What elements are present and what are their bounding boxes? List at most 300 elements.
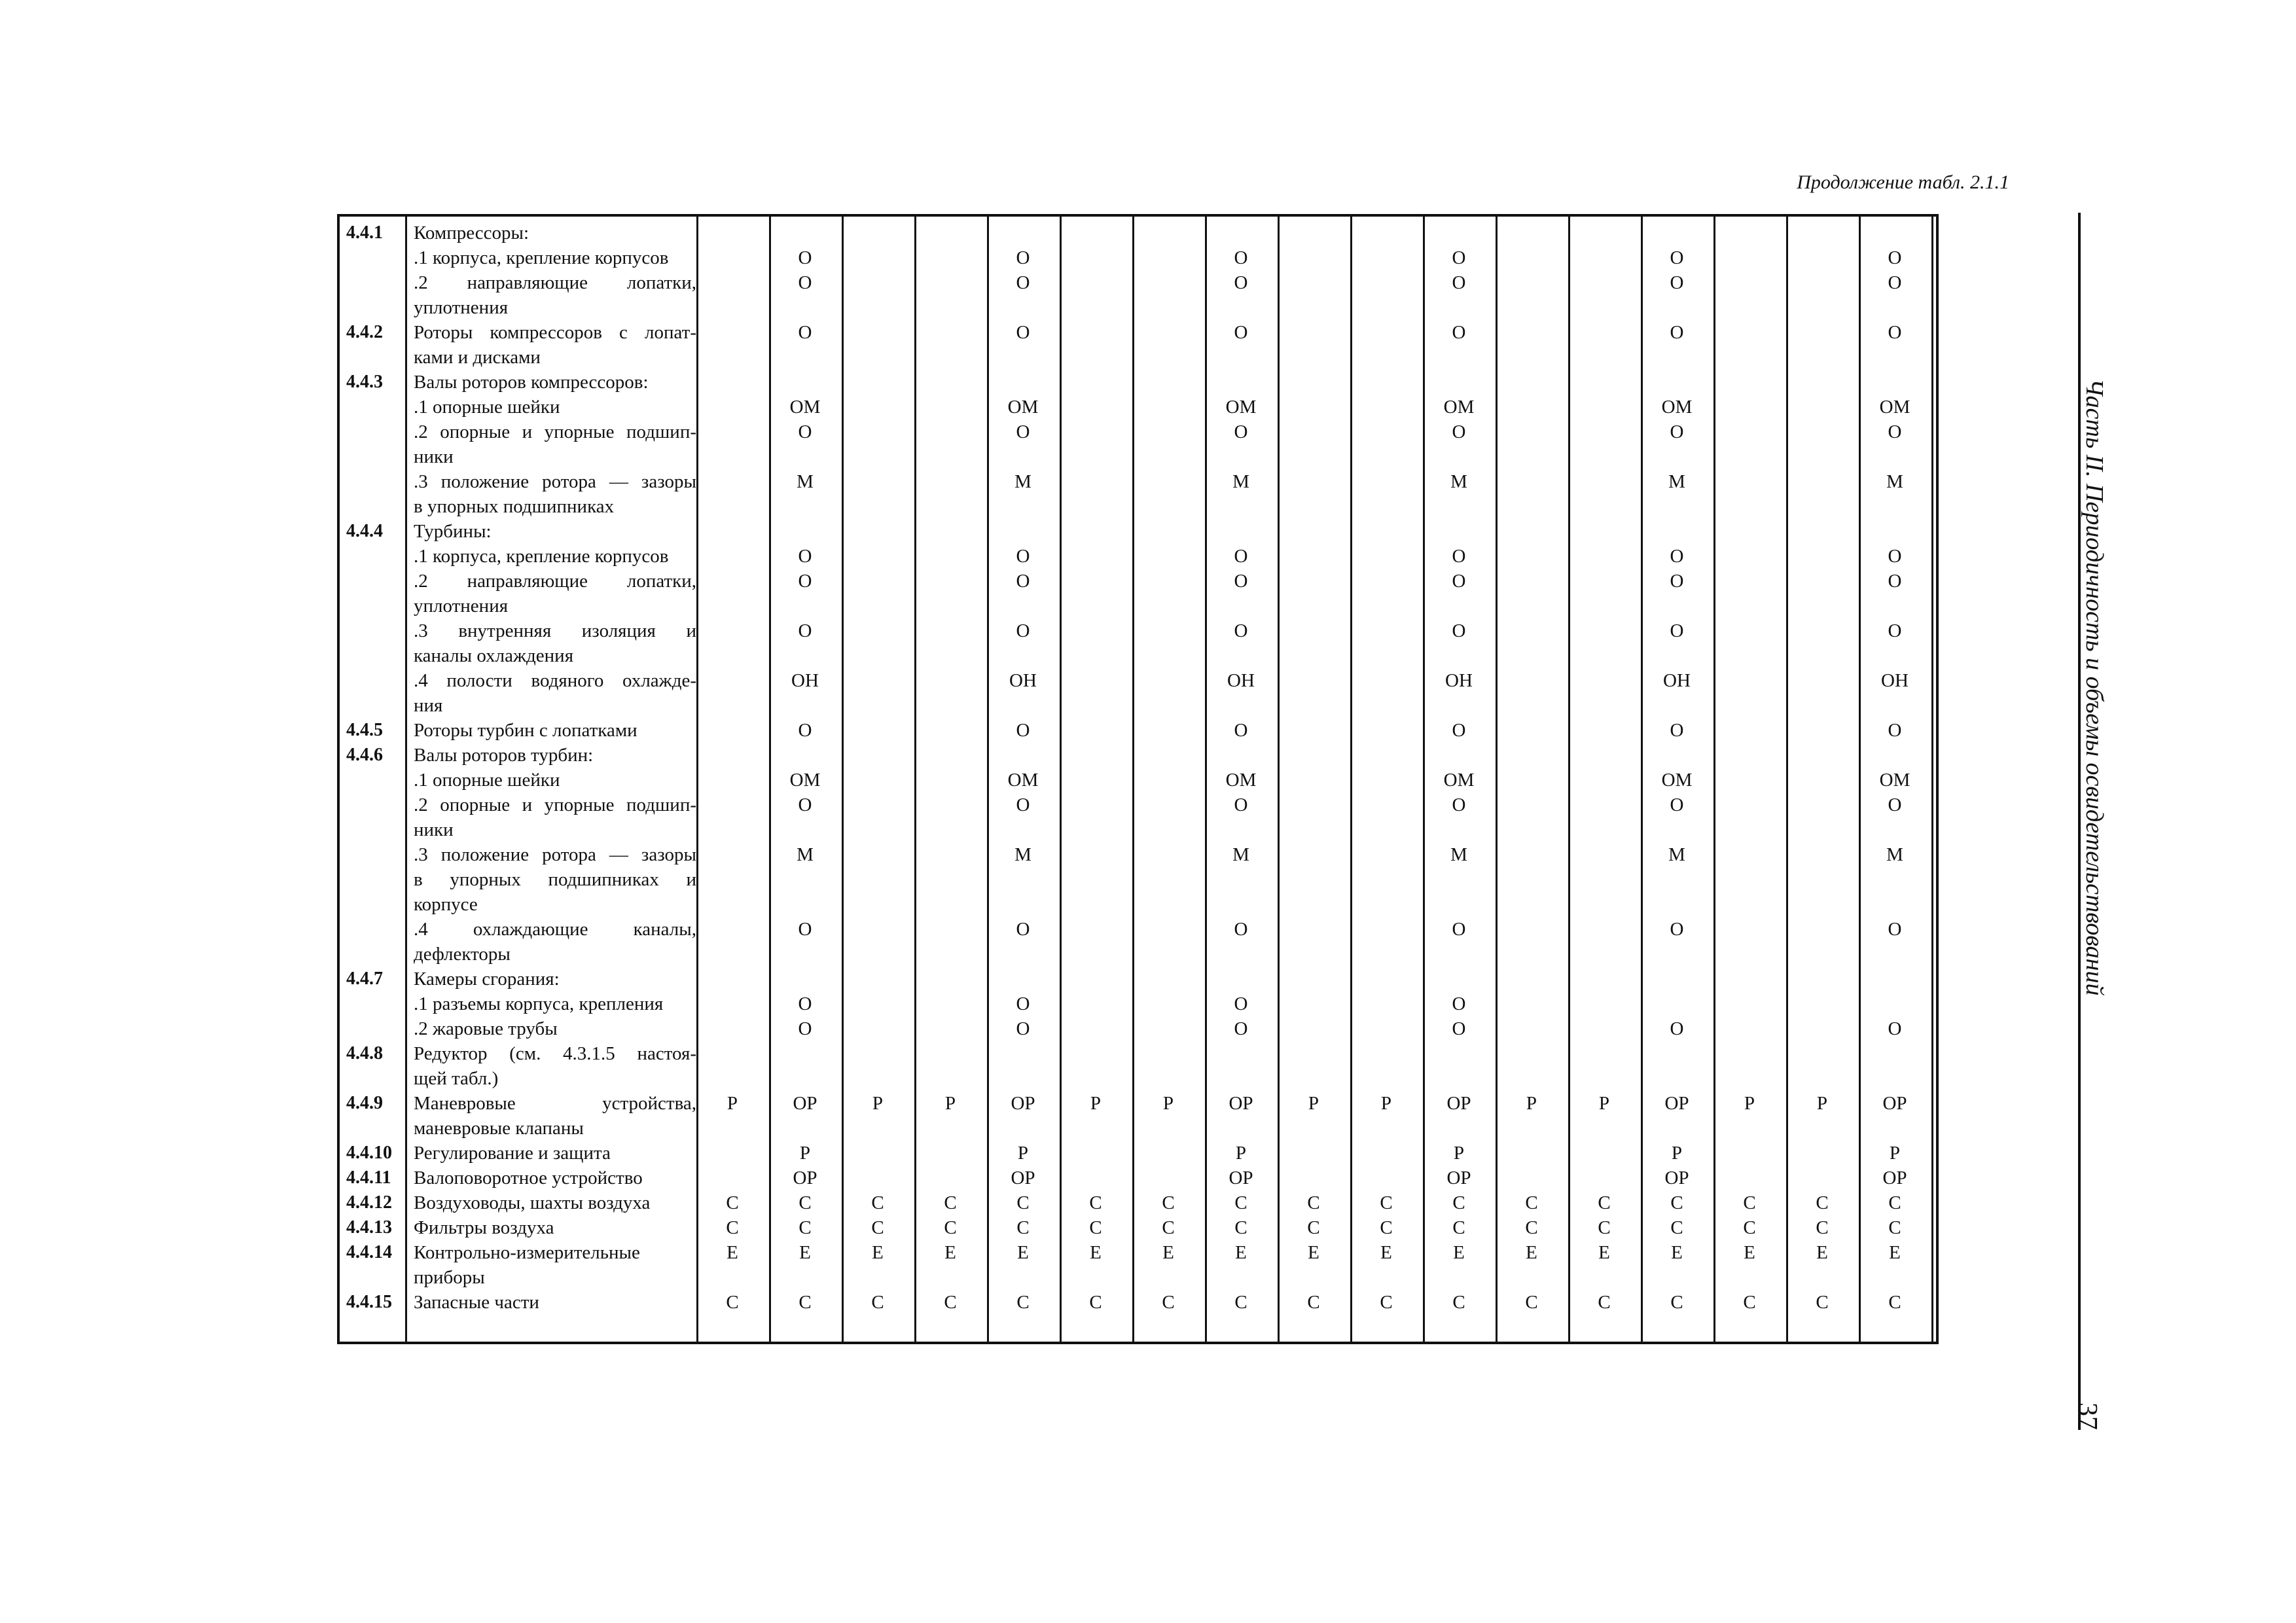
survey-code-cell: ОР bbox=[1446, 1093, 1471, 1114]
survey-code-cell: Е bbox=[1017, 1242, 1029, 1263]
item-number: 4.4.3 bbox=[346, 372, 383, 392]
item-number: 4.4.10 bbox=[346, 1143, 392, 1163]
survey-code-cell: ОР bbox=[1882, 1168, 1907, 1188]
table-row bbox=[340, 569, 1936, 618]
item-description bbox=[414, 743, 696, 768]
survey-code-cell: С bbox=[1670, 1217, 1683, 1238]
item-description bbox=[414, 519, 696, 544]
item-description bbox=[414, 245, 696, 270]
page-number: 37 bbox=[2072, 1402, 2102, 1430]
table-row bbox=[340, 1190, 1936, 1215]
survey-code-cell: Е bbox=[1235, 1242, 1247, 1263]
table-row bbox=[340, 1240, 1936, 1290]
survey-code-cell: О bbox=[1452, 993, 1466, 1014]
survey-code-cell: ОМ bbox=[1661, 397, 1693, 418]
survey-code-cell: О bbox=[798, 993, 812, 1014]
survey-code-cell: О bbox=[1888, 720, 1902, 741]
item-number: 4.4.9 bbox=[346, 1093, 383, 1113]
survey-table bbox=[337, 214, 1939, 1344]
item-description bbox=[414, 1016, 696, 1041]
survey-code-cell: О bbox=[1670, 272, 1684, 293]
table-row bbox=[340, 544, 1936, 569]
survey-code-cell: С bbox=[1525, 1292, 1538, 1313]
survey-code-cell: М bbox=[1668, 844, 1685, 865]
item-description bbox=[414, 991, 696, 1016]
item-number: 4.4.5 bbox=[346, 720, 383, 740]
survey-code-cell: О bbox=[1452, 919, 1466, 940]
survey-code-cell: Е bbox=[1380, 1242, 1392, 1263]
item-number: 4.4.4 bbox=[346, 521, 383, 541]
survey-code-cell: Р bbox=[1816, 1093, 1828, 1114]
survey-code-cell: О bbox=[1016, 322, 1030, 343]
survey-code-cell: О bbox=[1888, 794, 1902, 815]
survey-code-cell: О bbox=[1016, 1018, 1030, 1039]
survey-code-cell: С bbox=[798, 1292, 812, 1313]
description-line: Валы роторов турбин: bbox=[414, 745, 594, 766]
survey-code-cell: М bbox=[1014, 844, 1031, 865]
survey-code-cell: О bbox=[798, 720, 812, 741]
survey-code-cell: О bbox=[1670, 1018, 1684, 1039]
survey-code-cell: О bbox=[1234, 546, 1248, 567]
description-line: .2 опорные и упорные подшип- bbox=[414, 794, 696, 815]
survey-code-cell: С bbox=[944, 1292, 957, 1313]
survey-code-cell: ОМ bbox=[1443, 397, 1475, 418]
survey-code-cell: ОР bbox=[1229, 1168, 1253, 1188]
survey-code-cell: Е bbox=[1889, 1242, 1901, 1263]
survey-code-cell: Р bbox=[1380, 1093, 1392, 1114]
survey-code-cell: М bbox=[797, 471, 814, 492]
item-description bbox=[414, 1290, 696, 1315]
survey-code-cell: Е bbox=[1308, 1242, 1319, 1263]
item-description bbox=[414, 967, 696, 991]
survey-code-cell: О bbox=[1670, 794, 1684, 815]
survey-code-cell: О bbox=[798, 322, 812, 343]
table-row bbox=[340, 618, 1936, 668]
survey-code-cell: О bbox=[1234, 571, 1248, 592]
description-line: Роторы турбин с лопатками bbox=[414, 720, 637, 741]
survey-code-cell: О bbox=[1452, 794, 1466, 815]
survey-code-cell: О bbox=[1452, 546, 1466, 567]
survey-code-cell: ОМ bbox=[1007, 770, 1039, 791]
survey-code-cell: С bbox=[1089, 1192, 1102, 1213]
table-row bbox=[340, 519, 1936, 544]
survey-code-cell: Р bbox=[872, 1093, 884, 1114]
survey-code-cell: О bbox=[1670, 620, 1684, 641]
survey-code-cell: С bbox=[1816, 1217, 1829, 1238]
survey-code-cell: О bbox=[1670, 546, 1684, 567]
description-line: Запасные части bbox=[414, 1292, 539, 1313]
survey-code-cell: О bbox=[798, 272, 812, 293]
survey-code-cell: О bbox=[798, 421, 812, 442]
survey-code-cell: О bbox=[1452, 720, 1466, 741]
survey-code-cell: О bbox=[1670, 247, 1684, 268]
survey-code-cell: О bbox=[1452, 421, 1466, 442]
item-number: 4.4.15 bbox=[346, 1292, 392, 1312]
item-number: 4.4.13 bbox=[346, 1217, 392, 1238]
table-row bbox=[340, 718, 1936, 743]
survey-code-cell: ОН bbox=[1663, 670, 1691, 691]
item-description bbox=[414, 544, 696, 569]
survey-code-cell: ОН bbox=[1227, 670, 1255, 691]
survey-code-cell: Р bbox=[1598, 1093, 1610, 1114]
item-number: 4.4.2 bbox=[346, 322, 383, 342]
table-row bbox=[340, 320, 1936, 370]
survey-code-cell: С bbox=[1307, 1292, 1320, 1313]
description-line: .1 корпуса, крепление корпусов bbox=[414, 546, 669, 567]
survey-code-cell: О bbox=[1234, 993, 1248, 1014]
survey-code-cell: С bbox=[1743, 1292, 1756, 1313]
item-description bbox=[414, 917, 696, 967]
item-number: 4.4.12 bbox=[346, 1192, 392, 1213]
description-line: Маневровые устройства, bbox=[414, 1093, 696, 1114]
table-row bbox=[340, 991, 1936, 1016]
item-description bbox=[414, 270, 696, 320]
survey-code-cell: С bbox=[1234, 1192, 1247, 1213]
survey-code-cell: О bbox=[1888, 272, 1902, 293]
survey-code-cell: С bbox=[1016, 1217, 1030, 1238]
description-line: Воздуховоды, шахты воздуха bbox=[414, 1192, 651, 1213]
survey-code-cell: Р bbox=[1017, 1143, 1029, 1164]
survey-code-cell: С bbox=[1162, 1192, 1175, 1213]
description-line: Компрессоры: bbox=[414, 223, 529, 243]
survey-code-cell: О bbox=[798, 1018, 812, 1039]
survey-code-cell: ОМ bbox=[1225, 397, 1257, 418]
survey-code-cell: С bbox=[1016, 1292, 1030, 1313]
survey-code-cell: О bbox=[1234, 720, 1248, 741]
description-line: .4 полости водяного охлажде- bbox=[414, 670, 696, 691]
survey-code-cell: С bbox=[1452, 1217, 1465, 1238]
item-description bbox=[414, 768, 696, 793]
survey-code-cell: ОМ bbox=[789, 770, 821, 791]
description-line: .3 положение ротора — зазоры bbox=[414, 471, 696, 492]
description-line: Регулирование и защита bbox=[414, 1143, 611, 1164]
survey-code-cell: ОР bbox=[793, 1168, 817, 1188]
running-title: Часть II. Периодичность и объемы освидетельствований bbox=[2081, 378, 2108, 996]
survey-code-cell: С bbox=[798, 1192, 812, 1213]
survey-code-cell: Е bbox=[872, 1242, 884, 1263]
table-row bbox=[340, 1016, 1936, 1041]
description-line: уплотнения bbox=[414, 297, 509, 318]
survey-code-cell: О bbox=[1016, 620, 1030, 641]
item-description bbox=[414, 1240, 696, 1290]
survey-code-cell: М bbox=[1232, 471, 1249, 492]
survey-code-cell: С bbox=[1452, 1192, 1465, 1213]
survey-code-cell: С bbox=[726, 1192, 739, 1213]
survey-code-cell: ОН bbox=[1445, 670, 1473, 691]
survey-code-cell: Р bbox=[944, 1093, 956, 1114]
survey-code-cell: С bbox=[1380, 1292, 1393, 1313]
survey-code-cell: С bbox=[798, 1217, 812, 1238]
item-description bbox=[414, 320, 696, 370]
description-line: дефлекторы bbox=[414, 944, 511, 965]
survey-code-cell: О bbox=[1670, 720, 1684, 741]
survey-code-cell: С bbox=[1743, 1192, 1756, 1213]
survey-code-cell: О bbox=[1452, 620, 1466, 641]
table-row bbox=[340, 1166, 1936, 1190]
survey-code-cell: Р bbox=[1526, 1093, 1537, 1114]
item-description bbox=[414, 1091, 696, 1141]
item-description bbox=[414, 221, 696, 245]
table-row bbox=[340, 1290, 1936, 1315]
survey-code-cell: С bbox=[944, 1217, 957, 1238]
description-line: Контрольно-измерительные bbox=[414, 1242, 640, 1263]
survey-code-cell: О bbox=[1016, 720, 1030, 741]
survey-code-cell: Е bbox=[726, 1242, 738, 1263]
item-description bbox=[414, 395, 696, 419]
survey-code-cell: ОН bbox=[791, 670, 819, 691]
description-line: ники bbox=[414, 446, 454, 467]
survey-code-cell: О bbox=[1670, 421, 1684, 442]
survey-code-cell: Е bbox=[1162, 1242, 1174, 1263]
table-row bbox=[340, 668, 1936, 718]
survey-code-cell: О bbox=[1016, 272, 1030, 293]
survey-code-cell: М bbox=[1232, 844, 1249, 865]
survey-code-cell: Р bbox=[1453, 1143, 1465, 1164]
table-row bbox=[340, 1215, 1936, 1240]
table-row bbox=[340, 1091, 1936, 1141]
description-line: ники bbox=[414, 819, 454, 840]
item-number: 4.4.14 bbox=[346, 1242, 392, 1262]
item-description bbox=[414, 419, 696, 469]
survey-code-cell: М bbox=[1014, 471, 1031, 492]
survey-code-cell: Р bbox=[1889, 1143, 1901, 1164]
survey-code-cell: О bbox=[1016, 421, 1030, 442]
survey-code-cell: С bbox=[1670, 1292, 1683, 1313]
description-line: .2 жаровые трубы bbox=[414, 1018, 558, 1039]
description-line: .2 направляющие лопатки, bbox=[414, 272, 696, 293]
description-line: .2 опорные и упорные подшип- bbox=[414, 421, 696, 442]
survey-code-cell: С bbox=[1670, 1192, 1683, 1213]
survey-code-cell: О bbox=[1888, 421, 1902, 442]
survey-code-cell: О bbox=[1452, 571, 1466, 592]
table-row bbox=[340, 967, 1936, 991]
description-line: Редуктор (см. 4.3.1.5 настоя- bbox=[414, 1043, 696, 1064]
survey-code-cell: С bbox=[1816, 1192, 1829, 1213]
survey-code-cell: О bbox=[1016, 247, 1030, 268]
item-description bbox=[414, 370, 696, 395]
survey-code-cell: Е bbox=[1598, 1242, 1610, 1263]
survey-code-cell: ОР bbox=[1882, 1093, 1907, 1114]
survey-code-cell: О bbox=[1016, 571, 1030, 592]
survey-code-cell: М bbox=[1886, 844, 1903, 865]
survey-code-cell: ОР bbox=[1229, 1093, 1253, 1114]
survey-code-cell: О bbox=[1888, 919, 1902, 940]
item-description bbox=[414, 1215, 696, 1240]
description-line: .3 положение ротора — зазоры bbox=[414, 844, 696, 865]
item-description bbox=[414, 718, 696, 743]
table-row bbox=[340, 793, 1936, 842]
description-line: Роторы компрессоров с лопат- bbox=[414, 322, 696, 343]
table-row bbox=[340, 270, 1936, 320]
survey-code-cell: С bbox=[1598, 1217, 1611, 1238]
survey-code-cell: С bbox=[1598, 1292, 1611, 1313]
survey-code-cell: ОМ bbox=[1879, 770, 1910, 791]
description-line: маневровые клапаны bbox=[414, 1118, 584, 1139]
survey-code-cell: Е bbox=[1671, 1242, 1683, 1263]
survey-code-cell: М bbox=[1886, 471, 1903, 492]
survey-code-cell: О bbox=[1234, 620, 1248, 641]
survey-code-cell: О bbox=[1234, 919, 1248, 940]
item-description bbox=[414, 1141, 696, 1166]
description-line: каналы охлаждения bbox=[414, 645, 574, 666]
survey-code-cell: С bbox=[1816, 1292, 1829, 1313]
table-row bbox=[340, 917, 1936, 967]
survey-code-cell: Е bbox=[799, 1242, 811, 1263]
survey-code-cell: Р bbox=[726, 1093, 738, 1114]
description-line: .1 опорные шейки bbox=[414, 397, 560, 418]
description-line: .4 охлаждающие каналы, bbox=[414, 919, 696, 940]
survey-code-cell: С bbox=[726, 1217, 739, 1238]
survey-code-cell: ОР bbox=[793, 1093, 817, 1114]
survey-code-cell: О bbox=[1016, 546, 1030, 567]
survey-code-cell: С bbox=[871, 1192, 884, 1213]
survey-code-cell: С bbox=[1888, 1192, 1901, 1213]
survey-code-cell: С bbox=[1089, 1217, 1102, 1238]
survey-code-cell: Е bbox=[1090, 1242, 1102, 1263]
survey-code-cell: О bbox=[1452, 1018, 1466, 1039]
survey-code-cell: С bbox=[871, 1217, 884, 1238]
survey-code-cell: ОМ bbox=[1879, 397, 1910, 418]
survey-code-cell: С bbox=[1380, 1192, 1393, 1213]
survey-code-cell: О bbox=[1234, 247, 1248, 268]
table-row bbox=[340, 1141, 1936, 1166]
survey-code-cell: М bbox=[1450, 471, 1467, 492]
survey-code-cell: С bbox=[1162, 1292, 1175, 1313]
item-description bbox=[414, 1041, 696, 1091]
survey-code-cell: Р bbox=[1090, 1093, 1102, 1114]
survey-code-cell: О bbox=[1234, 322, 1248, 343]
description-line: .2 направляющие лопатки, bbox=[414, 571, 696, 592]
survey-code-cell: С bbox=[1380, 1217, 1393, 1238]
table-row bbox=[340, 221, 1936, 245]
item-number: 4.4.6 bbox=[346, 745, 383, 765]
item-number: 4.4.7 bbox=[346, 969, 383, 989]
survey-code-cell: Р bbox=[799, 1143, 811, 1164]
table-row bbox=[340, 419, 1936, 469]
item-number: 4.4.1 bbox=[346, 223, 383, 243]
survey-code-cell: ОМ bbox=[1443, 770, 1475, 791]
item-description bbox=[414, 469, 696, 519]
table-row bbox=[340, 370, 1936, 395]
description-line: уплотнения bbox=[414, 596, 509, 616]
description-line: .1 разъемы корпуса, крепления bbox=[414, 993, 664, 1014]
item-description bbox=[414, 1190, 696, 1215]
description-line: .3 внутренняя изоляция и bbox=[414, 620, 696, 641]
survey-code-cell: С bbox=[1525, 1192, 1538, 1213]
item-description bbox=[414, 793, 696, 842]
item-description bbox=[414, 1166, 696, 1190]
survey-code-cell: О bbox=[1452, 272, 1466, 293]
table-row bbox=[340, 842, 1936, 917]
survey-code-cell: О bbox=[798, 794, 812, 815]
survey-code-cell: О bbox=[1670, 322, 1684, 343]
survey-code-cell: ОН bbox=[1009, 670, 1037, 691]
description-line: .1 корпуса, крепление корпусов bbox=[414, 247, 669, 268]
survey-code-cell: Р bbox=[1308, 1093, 1319, 1114]
survey-code-cell: О bbox=[1888, 546, 1902, 567]
survey-code-cell: С bbox=[1307, 1192, 1320, 1213]
survey-code-cell: С bbox=[1743, 1217, 1756, 1238]
survey-code-cell: О bbox=[1016, 993, 1030, 1014]
item-description bbox=[414, 842, 696, 917]
description-line: Камеры сгорания: bbox=[414, 969, 560, 990]
survey-code-cell: О bbox=[1234, 272, 1248, 293]
item-description bbox=[414, 668, 696, 718]
survey-code-cell: С bbox=[1234, 1292, 1247, 1313]
survey-code-cell: О bbox=[1888, 571, 1902, 592]
survey-code-cell: О bbox=[798, 571, 812, 592]
item-description bbox=[414, 618, 696, 668]
survey-code-cell: С bbox=[944, 1192, 957, 1213]
survey-code-cell: С bbox=[1598, 1192, 1611, 1213]
survey-code-cell: О bbox=[1234, 421, 1248, 442]
description-line: Турбины: bbox=[414, 521, 492, 542]
description-line: приборы bbox=[414, 1267, 485, 1288]
survey-code-cell: Р bbox=[1235, 1143, 1247, 1164]
survey-code-cell: М bbox=[1668, 471, 1685, 492]
survey-code-cell: М bbox=[797, 844, 814, 865]
survey-code-cell: О bbox=[1452, 322, 1466, 343]
survey-code-cell: О bbox=[798, 620, 812, 641]
survey-code-cell: Е bbox=[1744, 1242, 1755, 1263]
description-line: Фильтры воздуха bbox=[414, 1217, 554, 1238]
survey-code-cell: О bbox=[1234, 1018, 1248, 1039]
description-line: корпусе bbox=[414, 894, 478, 915]
survey-code-cell: ОМ bbox=[1661, 770, 1693, 791]
item-number: 4.4.8 bbox=[346, 1043, 383, 1063]
description-line: ками и дисками bbox=[414, 347, 541, 368]
survey-code-cell: Е bbox=[1816, 1242, 1828, 1263]
survey-code-cell: О bbox=[1452, 247, 1466, 268]
item-description bbox=[414, 569, 696, 618]
table-row bbox=[340, 743, 1936, 768]
survey-code-cell: Е bbox=[1453, 1242, 1465, 1263]
survey-code-cell: С bbox=[1016, 1192, 1030, 1213]
survey-code-cell: О bbox=[1888, 620, 1902, 641]
survey-code-cell: С bbox=[1307, 1217, 1320, 1238]
survey-code-cell: ОР bbox=[1664, 1168, 1689, 1188]
description-line: .1 опорные шейки bbox=[414, 770, 560, 791]
survey-code-cell: С bbox=[1162, 1217, 1175, 1238]
description-line: Валы роторов компрессоров: bbox=[414, 372, 649, 393]
survey-code-cell: О bbox=[1888, 1018, 1902, 1039]
survey-code-cell: О bbox=[798, 247, 812, 268]
survey-code-cell: О bbox=[1670, 571, 1684, 592]
table-row bbox=[340, 1041, 1936, 1091]
survey-code-cell: Е bbox=[1526, 1242, 1537, 1263]
table-continuation-caption: Продолжение табл. 2.1.1 bbox=[1797, 171, 2009, 193]
survey-code-cell: С bbox=[871, 1292, 884, 1313]
survey-code-cell: С bbox=[1888, 1217, 1901, 1238]
survey-code-cell: Е bbox=[944, 1242, 956, 1263]
survey-code-cell: О bbox=[1670, 919, 1684, 940]
survey-code-cell: ОР bbox=[1011, 1093, 1035, 1114]
survey-code-cell: С bbox=[726, 1292, 739, 1313]
survey-code-cell: С bbox=[1888, 1292, 1901, 1313]
table-row bbox=[340, 245, 1936, 270]
description-line: в упорных подшипниках и bbox=[414, 869, 696, 890]
survey-code-cell: С bbox=[1089, 1292, 1102, 1313]
survey-code-cell: ОР bbox=[1011, 1168, 1035, 1188]
survey-code-cell: О bbox=[1888, 322, 1902, 343]
survey-code-cell: Р bbox=[1162, 1093, 1174, 1114]
survey-code-cell: М bbox=[1450, 844, 1467, 865]
survey-code-cell: О bbox=[1016, 919, 1030, 940]
survey-code-cell: ОМ bbox=[1007, 397, 1039, 418]
table-row bbox=[340, 768, 1936, 793]
survey-code-cell: О bbox=[1234, 794, 1248, 815]
survey-code-cell: ОМ bbox=[1225, 770, 1257, 791]
